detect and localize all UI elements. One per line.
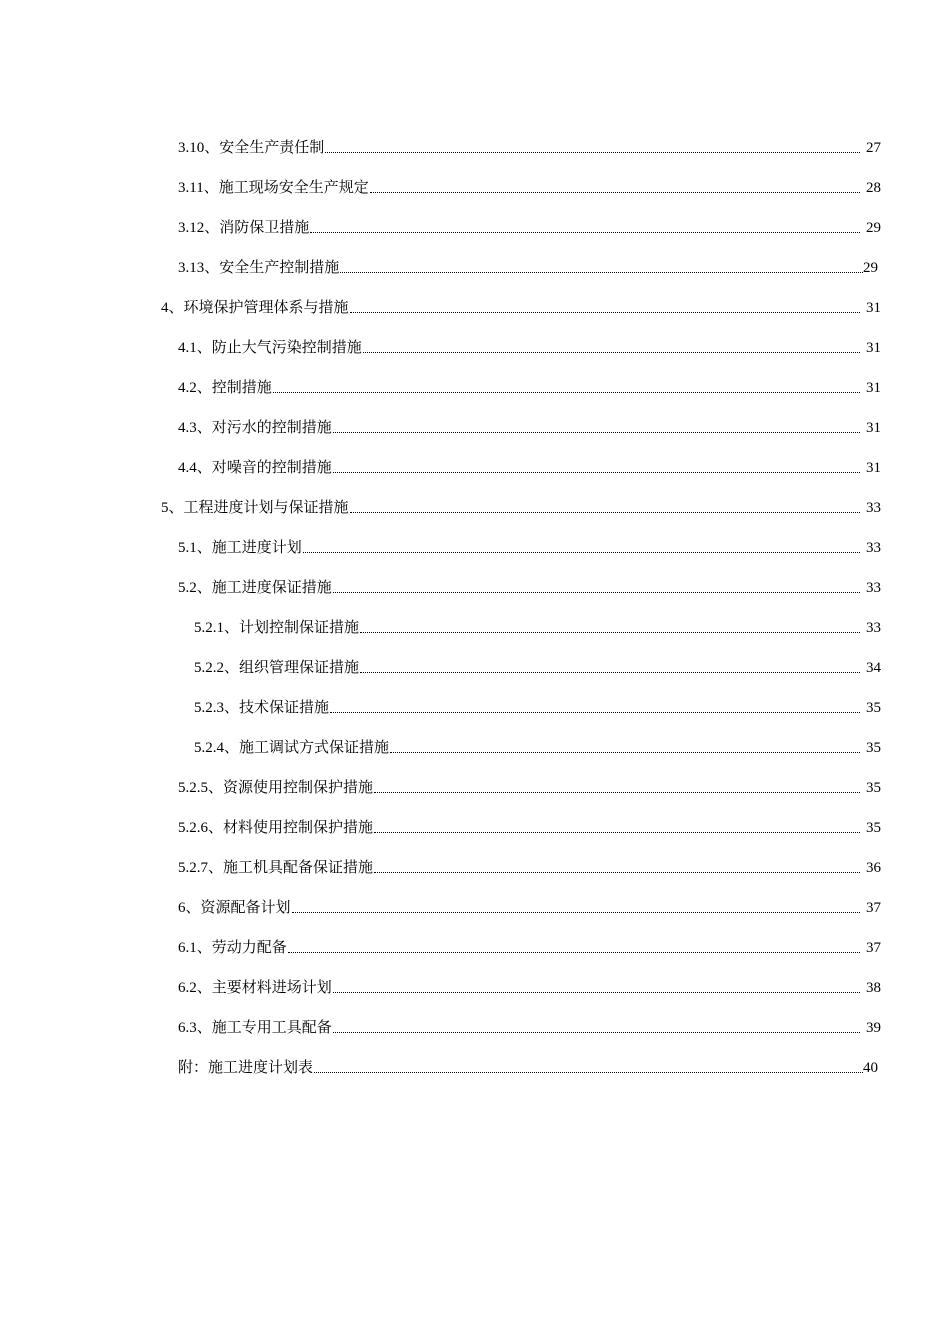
toc-entry-page-number: 33: [866, 540, 881, 556]
toc-entry[interactable]: [0, 728, 950, 768]
dot-leader: [325, 138, 860, 158]
toc-entry[interactable]: [0, 528, 950, 568]
toc-entry-page-number: 35: [866, 700, 881, 716]
toc-entry[interactable]: [0, 808, 950, 848]
dot-leader: [360, 618, 860, 638]
toc-entry[interactable]: [0, 648, 950, 688]
dot-leader: [374, 818, 860, 838]
dot-leader: [288, 938, 860, 958]
toc-entry-title: 3.12、消防保卫措施: [178, 220, 310, 236]
toc-entry-page-number: 35: [866, 820, 881, 836]
toc-entry[interactable]: [0, 928, 950, 968]
toc-entry[interactable]: [0, 408, 950, 448]
dot-leader: [310, 218, 860, 238]
toc-entry-page-number: 33: [866, 500, 881, 516]
toc-entry[interactable]: [0, 168, 950, 208]
toc-entry-page-number: 33: [866, 580, 881, 596]
toc-entry-title: 5.2.4、施工调试方式保证措施: [194, 740, 390, 756]
toc-entry-page-number: 31: [866, 300, 881, 316]
toc-entry[interactable]: [0, 208, 950, 248]
dot-leader: [340, 258, 863, 278]
toc-entry[interactable]: [0, 448, 950, 488]
dot-leader: [390, 738, 860, 758]
toc-entry[interactable]: [0, 1008, 950, 1048]
toc-entry-page-number: 31: [866, 340, 881, 356]
dot-leader: [333, 1018, 860, 1038]
toc-entry[interactable]: [0, 328, 950, 368]
dot-leader: [370, 178, 860, 198]
toc-entry[interactable]: [0, 888, 950, 928]
dot-leader: [333, 978, 860, 998]
toc-entry-title: 4.4、对噪音的控制措施: [178, 460, 332, 476]
toc-entry-title: 4.1、防止大气污染控制措施: [178, 340, 362, 356]
toc-entry-page-number: 29: [863, 260, 878, 276]
toc-entry[interactable]: [0, 128, 950, 168]
toc-entry-page-number: 31: [866, 420, 881, 436]
toc-entry-title: 5、工程进度计划与保证措施: [161, 500, 349, 516]
toc-entry-title: 6.1、劳动力配备: [178, 940, 287, 956]
table-of-contents: [0, 128, 950, 1088]
toc-entry[interactable]: [0, 368, 950, 408]
toc-entry-page-number: 38: [866, 980, 881, 996]
toc-entry-title: 5.2.2、组织管理保证措施: [194, 660, 360, 676]
toc-entry-title: 4.2、控制措施: [178, 380, 272, 396]
dot-leader: [333, 458, 860, 478]
toc-entry-title: 3.11、施工现场安全生产规定: [178, 180, 369, 196]
toc-entry-title: 附：施工进度计划表: [178, 1060, 314, 1076]
dot-leader: [333, 418, 860, 438]
toc-entry-title: 5.2、施工进度保证措施: [178, 580, 332, 596]
toc-entry-title: 6、资源配备计划: [178, 900, 291, 916]
dot-leader: [314, 1058, 863, 1078]
toc-entry-title: 4.3、对污水的控制措施: [178, 420, 332, 436]
toc-entry-title: 5.2.7、施工机具配备保证措施: [178, 860, 374, 876]
dot-leader: [360, 658, 860, 678]
toc-entry[interactable]: [0, 768, 950, 808]
dot-leader: [333, 578, 860, 598]
toc-entry[interactable]: [0, 608, 950, 648]
toc-entry[interactable]: [0, 688, 950, 728]
toc-entry-page-number: 33: [866, 620, 881, 636]
toc-entry-page-number: 31: [866, 460, 881, 476]
toc-entry-page-number: 28: [866, 180, 881, 196]
dot-leader: [350, 298, 860, 318]
toc-entry[interactable]: [0, 1048, 950, 1088]
toc-entry-title: 5.2.3、技术保证措施: [194, 700, 330, 716]
toc-entry-page-number: 27: [866, 140, 881, 156]
dot-leader: [374, 778, 860, 798]
toc-entry-title: 5.2.5、资源使用控制保护措施: [178, 780, 374, 796]
toc-entry-page-number: 36: [866, 860, 881, 876]
toc-entry[interactable]: [0, 288, 950, 328]
dot-leader: [330, 698, 860, 718]
toc-entry[interactable]: [0, 488, 950, 528]
toc-entry-title: 6.2、主要材料进场计划: [178, 980, 332, 996]
toc-entry-page-number: 29: [866, 220, 881, 236]
toc-entry[interactable]: [0, 248, 950, 288]
toc-entry-title: 5.2.1、计划控制保证措施: [194, 620, 360, 636]
toc-entry-title: 5.2.6、材料使用控制保护措施: [178, 820, 374, 836]
toc-entry[interactable]: [0, 848, 950, 888]
dot-leader: [273, 378, 860, 398]
dot-leader: [350, 498, 860, 518]
dot-leader: [363, 338, 860, 358]
toc-entry-title: 4、环境保护管理体系与措施: [161, 300, 349, 316]
toc-entry-page-number: 37: [866, 900, 881, 916]
toc-entry-page-number: 39: [866, 1020, 881, 1036]
toc-entry-page-number: 40: [863, 1060, 878, 1076]
toc-entry-title: 6.3、施工专用工具配备: [178, 1020, 332, 1036]
toc-entry-page-number: 37: [866, 940, 881, 956]
toc-entry[interactable]: [0, 568, 950, 608]
toc-entry[interactable]: [0, 968, 950, 1008]
toc-entry-page-number: 31: [866, 380, 881, 396]
toc-entry-page-number: 35: [866, 780, 881, 796]
toc-entry-page-number: 35: [866, 740, 881, 756]
toc-entry-title: 5.1、施工进度计划: [178, 540, 302, 556]
dot-leader: [374, 858, 860, 878]
dot-leader: [303, 538, 860, 558]
toc-entry-title: 3.13、安全生产控制措施: [178, 260, 340, 276]
toc-entry-page-number: 34: [866, 660, 881, 676]
dot-leader: [292, 898, 860, 918]
toc-entry-title: 3.10、安全生产责任制: [178, 140, 325, 156]
